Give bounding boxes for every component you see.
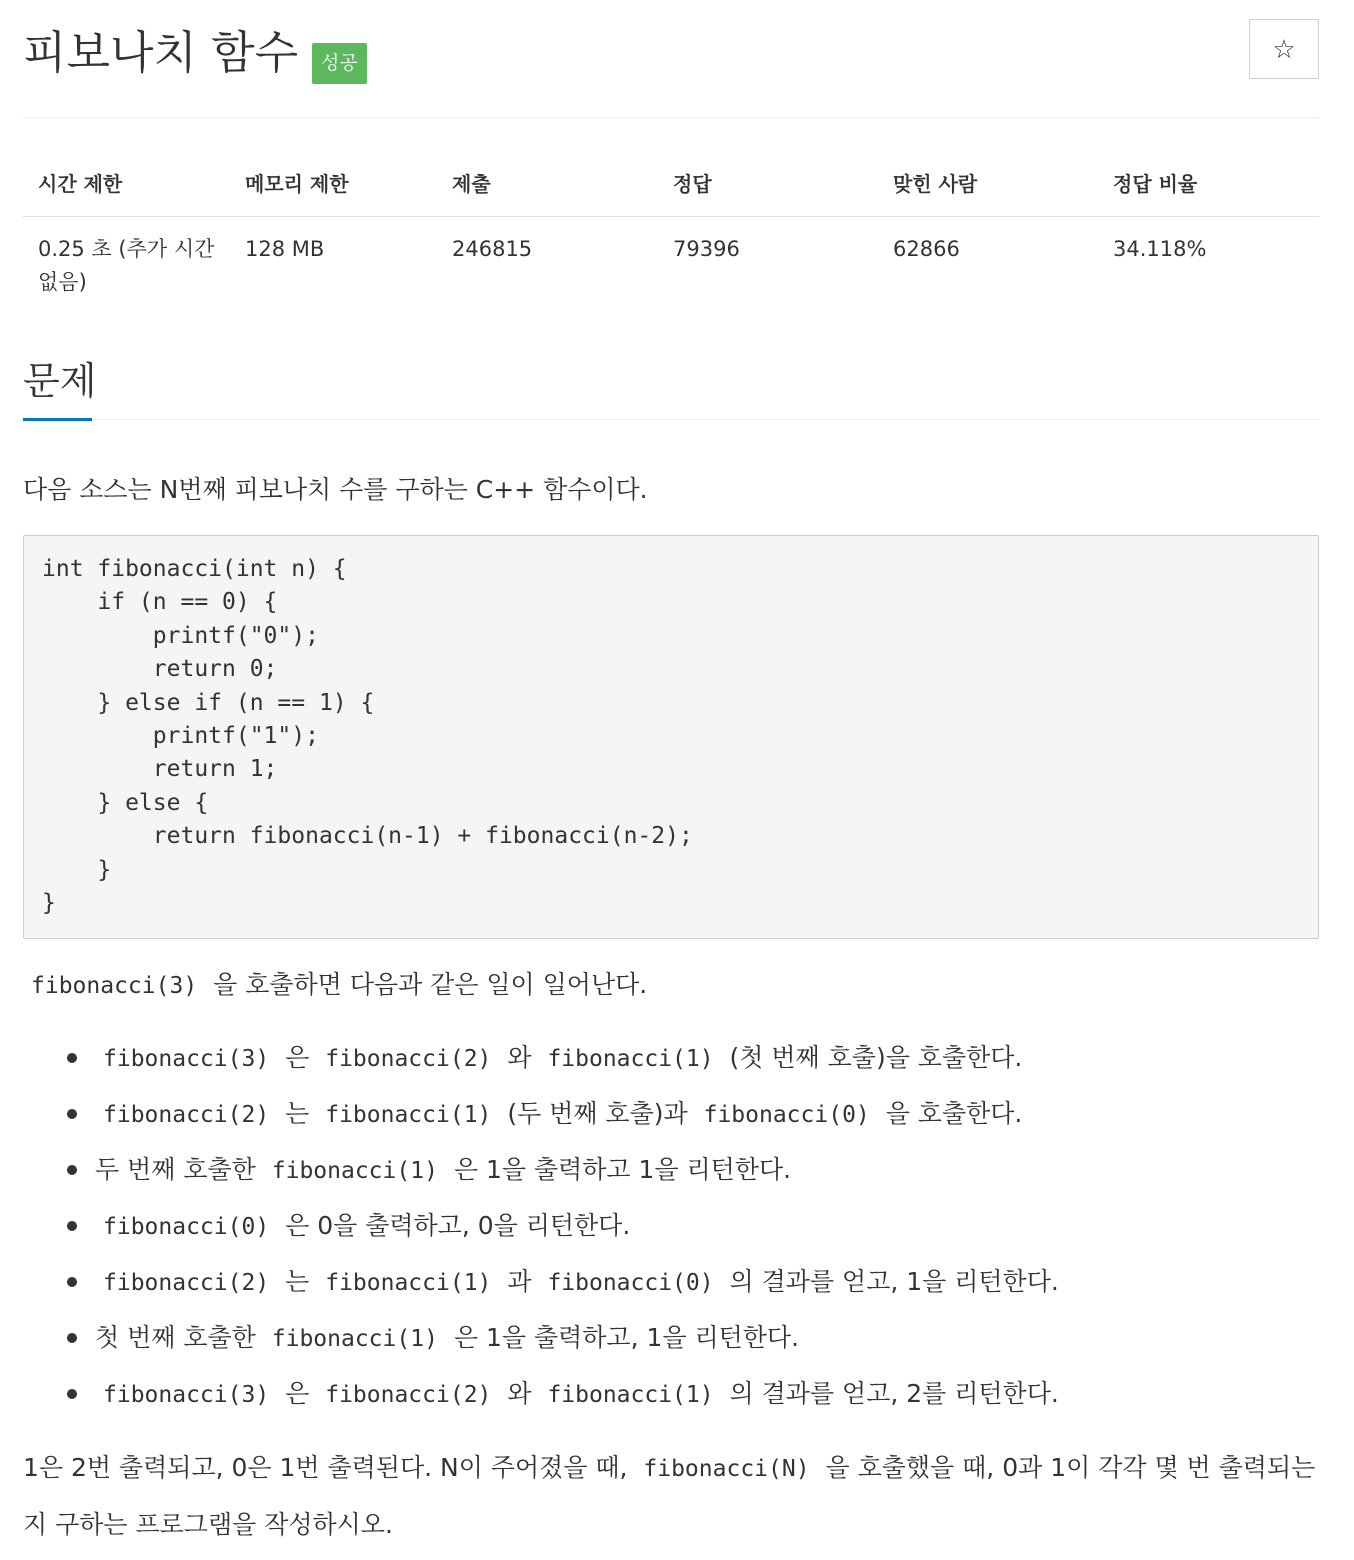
inline-code: fibonacci(3)	[103, 1046, 270, 1072]
value-submissions: 246815	[452, 236, 533, 261]
star-icon: ☆	[1272, 34, 1296, 64]
list-item	[67, 1310, 1327, 1366]
value-memory-limit: 128 MB	[245, 236, 325, 261]
header-memory-limit: 메모리 제한	[230, 150, 437, 216]
bullet-dot	[67, 1109, 77, 1119]
inline-code: fibonacci(1)	[271, 1326, 438, 1352]
inline-code: fibonacci(N)	[643, 1456, 810, 1482]
list-item-text: 을 호출한다.	[877, 1099, 1023, 1128]
code-block	[23, 535, 1319, 939]
problem-intro: 다음 소스는 N번째 피보나치 수를 구하는 C++ 함수이다.	[23, 475, 648, 504]
section-title: 문제	[23, 359, 97, 403]
inline-code: fibonacci(1)	[547, 1046, 714, 1072]
star-button[interactable]	[1249, 19, 1319, 79]
list-item-text: (두 번째 호출)과	[499, 1099, 696, 1128]
inline-code: fibonacci(0)	[547, 1270, 714, 1296]
list-item-text: 과	[499, 1267, 540, 1296]
bullet-dot	[67, 1053, 77, 1063]
bullet-dot	[67, 1277, 77, 1287]
inline-code: fibonacci(2)	[325, 1046, 492, 1072]
bullet-dot	[67, 1221, 77, 1231]
list-item-text: 두 번째 호출한	[95, 1155, 264, 1184]
question-text-after: 을 호출했을 때, 0과 1이 각각 몇 번 출력되는지 구하는 프로그램을 작성하시오.	[23, 1453, 1316, 1539]
list-item	[67, 1030, 1327, 1086]
inline-code: fibonacci(2)	[103, 1102, 270, 1128]
list-item-text: 은 1을 출력하고, 1을 리턴한다.	[445, 1323, 800, 1352]
problem-section-header	[23, 348, 1319, 420]
list-item-text: 은 1을 출력하고 1을 리턴한다.	[445, 1155, 792, 1184]
source-code: int fibonacci(int n) { if (n == 0) { printf("0"); return 0; } else if (n == 1) { printf("1"); return 1; } else { return fibonacci(n-1) + fibonacci(n-2); } }	[42, 556, 693, 917]
header-solvers: 맞힌 사람	[878, 150, 1098, 216]
info-header-row	[23, 150, 1319, 216]
bullet-dot	[67, 1389, 77, 1399]
call-description	[23, 965, 647, 1006]
inline-code: fibonacci(1)	[271, 1158, 438, 1184]
bullet-dot	[67, 1165, 77, 1175]
list-item	[67, 1254, 1327, 1310]
header-submissions: 제출	[437, 150, 658, 216]
header-correct: 정답	[658, 150, 878, 216]
inline-code: fibonacci(3)	[31, 973, 198, 999]
inline-code: fibonacci(1)	[325, 1270, 492, 1296]
value-time-limit: 0.25 초 (추가 시간 없음)	[38, 236, 215, 294]
list-item-text: 은 0을 출력하고, 0을 리턴한다.	[277, 1211, 631, 1240]
problem-info-table	[23, 150, 1319, 299]
list-item	[67, 1198, 1327, 1254]
list-item-text: 와	[499, 1043, 540, 1072]
value-correct: 79396	[673, 236, 740, 261]
call-steps-list	[67, 1030, 1327, 1422]
inline-code: fibonacci(1)	[547, 1382, 714, 1408]
list-item-text: 의 결과를 얻고, 2를 리턴한다.	[721, 1379, 1059, 1408]
header-correct-ratio: 정답 비율	[1098, 150, 1319, 216]
list-item-text: 의 결과를 얻고, 1을 리턴한다.	[721, 1267, 1059, 1296]
list-item	[67, 1366, 1327, 1422]
call-description-text: 을 호출하면 다음과 같은 일이 일어난다.	[205, 970, 648, 999]
inline-code: fibonacci(2)	[103, 1270, 270, 1296]
inline-code: fibonacci(0)	[703, 1102, 870, 1128]
list-item	[67, 1142, 1327, 1198]
problem-question	[23, 1440, 1319, 1553]
bullet-dot	[67, 1333, 77, 1343]
list-item-text: 은	[277, 1379, 318, 1408]
value-solvers: 62866	[893, 236, 960, 261]
list-item-text: (첫 번째 호출)을 호출한다.	[721, 1043, 1023, 1072]
inline-code: fibonacci(0)	[103, 1214, 270, 1240]
info-value-row	[23, 216, 1319, 299]
inline-code: fibonacci(3)	[103, 1382, 270, 1408]
question-text-before: 1은 2번 출력되고, 0은 1번 출력된다. N이 주어졌을 때,	[23, 1453, 636, 1482]
value-correct-ratio: 34.118%	[1113, 236, 1207, 261]
status-badge: 성공	[312, 43, 367, 84]
list-item-text: 은	[277, 1043, 318, 1072]
list-item-text: 첫 번째 호출한	[95, 1323, 264, 1352]
inline-code: fibonacci(1)	[325, 1102, 492, 1128]
section-title-underline	[23, 418, 92, 421]
inline-code: fibonacci(2)	[325, 1382, 492, 1408]
list-item	[67, 1086, 1327, 1142]
header-time-limit: 시간 제한	[23, 150, 230, 216]
list-item-text: 는	[277, 1267, 318, 1296]
list-item-text: 는	[277, 1099, 318, 1128]
list-item-text: 와	[499, 1379, 540, 1408]
problem-header	[23, 18, 1319, 118]
problem-title: 피보나치 함수	[23, 26, 299, 79]
